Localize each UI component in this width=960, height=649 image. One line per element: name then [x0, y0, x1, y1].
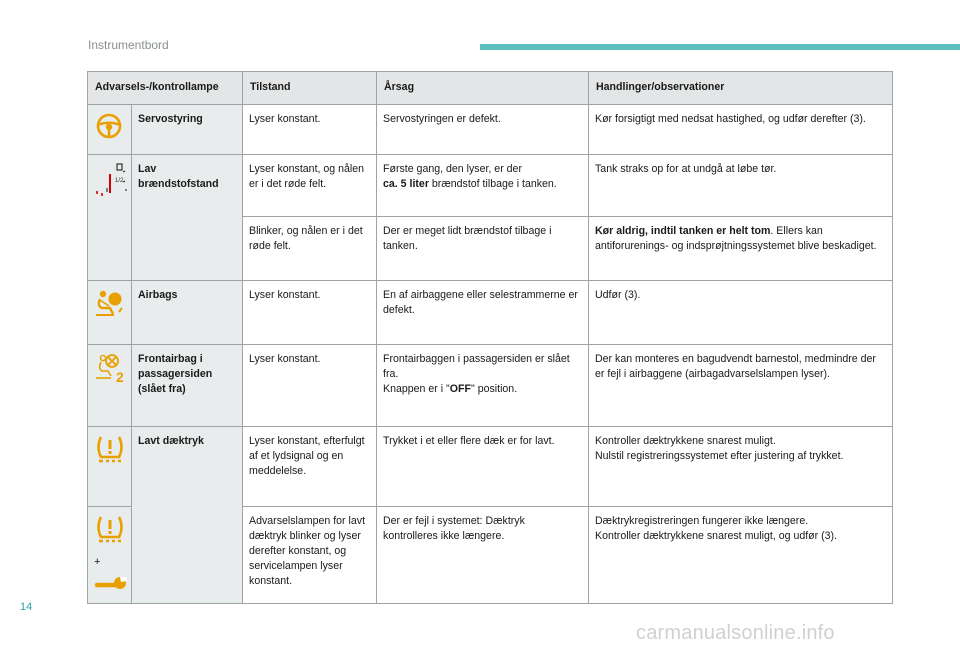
- action-cell: [589, 507, 893, 604]
- action-cell: Der kan monteres en bagudvendt barnestol, medmindre der er fejl i airbaggene (airbagadvarselslampen lyser).: [589, 345, 893, 427]
- action-cell: Kør forsigtigt med nedsat hastighed, og udfør derefter (3).: [589, 105, 893, 155]
- cause-text: Første gang, den lyser, er der: [383, 163, 522, 175]
- action-bold-text: Kør aldrig, indtil tanken er helt tom: [595, 225, 771, 237]
- icon-cell: [88, 427, 132, 507]
- action-text: . Ellers kan antiforurenings- og indsprøjtningssystemet blive beskadiget.: [595, 225, 877, 252]
- state-cell: Lyser konstant, efterfulgt af et lydsignal og en meddelelse.: [243, 427, 377, 507]
- cause-cell: Der er meget lidt brændstof tilbage i tanken.: [377, 217, 589, 281]
- column-header: Tilstand: [243, 72, 377, 105]
- action-cell: Tank straks op for at undgå at løbe tør.: [589, 155, 893, 217]
- icon-cell: [88, 507, 132, 604]
- cause-cell: Der er fejl i systemet: Dæktryk kontrolleres ikke længere.: [377, 507, 589, 604]
- state-cell: Advarselslampen for lavt dæktryk blinker og lyser derefter konstant, og servicelampen lyser konstant.: [243, 507, 377, 604]
- state-cell: Blinker, og nålen er i det røde felt.: [243, 217, 377, 281]
- column-header: Advarsels-/kontrollampe: [88, 72, 243, 105]
- cause-cell: Servostyringen er defekt.: [377, 105, 589, 155]
- action-text: Dæktrykregistreringen fungerer ikke længere.: [595, 515, 809, 527]
- gauge-label: 1/2: [115, 178, 124, 184]
- action-text: Kontroller dæktrykkene snarest muligt, og udfør (3).: [595, 530, 838, 542]
- cause-cell: Trykket i et eller flere dæk er for lavt.: [377, 427, 589, 507]
- action-cell: Udfør (3).: [589, 281, 893, 345]
- table-row: [88, 427, 893, 507]
- cause-cell: [377, 345, 589, 427]
- cause-bold-text: ca. 5 liter: [383, 178, 429, 190]
- icon-cell: [88, 345, 132, 427]
- table-header-row: [88, 72, 893, 105]
- table-row: [88, 281, 893, 345]
- state-cell: Lyser konstant.: [243, 281, 377, 345]
- column-header: Årsag: [377, 72, 589, 105]
- action-text: Nulstil registreringssystemet efter justering af trykket.: [595, 450, 844, 462]
- action-text: Kontroller dæktrykkene snarest muligt.: [595, 435, 776, 447]
- fuel-gauge-icon: [94, 162, 128, 198]
- passenger-airbag-off-icon: [94, 352, 128, 384]
- state-cell: Lyser konstant, og nålen er i det røde felt.: [243, 155, 377, 217]
- lamp-name: Servostyring: [132, 105, 243, 155]
- cause-bold-text: OFF: [449, 383, 471, 395]
- column-header: Handlinger/observationer: [589, 72, 893, 105]
- cause-text: Frontairbaggen i passagersiden er slået fra.: [383, 353, 570, 380]
- lamp-name: Airbags: [132, 281, 243, 345]
- cause-cell: En af airbaggene eller selestrammerne er defekt.: [377, 281, 589, 345]
- lamp-name: Frontairbag i passagersiden (slået fra): [132, 345, 243, 427]
- table-row: [88, 105, 893, 155]
- airbag-icon: [94, 288, 124, 318]
- wrench-icon: [94, 574, 128, 592]
- icon-cell: [88, 155, 132, 281]
- action-cell: [589, 217, 893, 281]
- state-cell: Lyser konstant.: [243, 105, 377, 155]
- icon-cell: [88, 281, 132, 345]
- table-row: [88, 345, 893, 427]
- warning-lamp-table: [87, 71, 893, 604]
- tyre-pressure-icon: [94, 514, 126, 544]
- watermark: carmanualsonline.info: [636, 622, 835, 644]
- table-row: [88, 155, 893, 217]
- cause-cell: [377, 155, 589, 217]
- page-number: 14: [20, 601, 33, 613]
- lamp-name: Lavt dæktryk: [132, 427, 243, 604]
- section-title: Instrumentbord: [88, 38, 169, 52]
- icon-digit: 2: [116, 369, 124, 384]
- cause-text: " position.: [470, 383, 518, 395]
- icon-cell: [88, 105, 132, 155]
- header-accent-bar: [480, 44, 960, 50]
- state-cell: Lyser konstant.: [243, 345, 377, 427]
- plus-sign: +: [94, 556, 101, 568]
- tyre-pressure-icon: [94, 434, 126, 464]
- cause-text: brændstof tilbage i tanken.: [428, 178, 557, 190]
- lamp-name: Lav brændstofstand: [132, 155, 243, 281]
- steering-wheel-icon: [94, 112, 124, 140]
- cause-text: Knappen er i ": [383, 383, 450, 395]
- action-cell: [589, 427, 893, 507]
